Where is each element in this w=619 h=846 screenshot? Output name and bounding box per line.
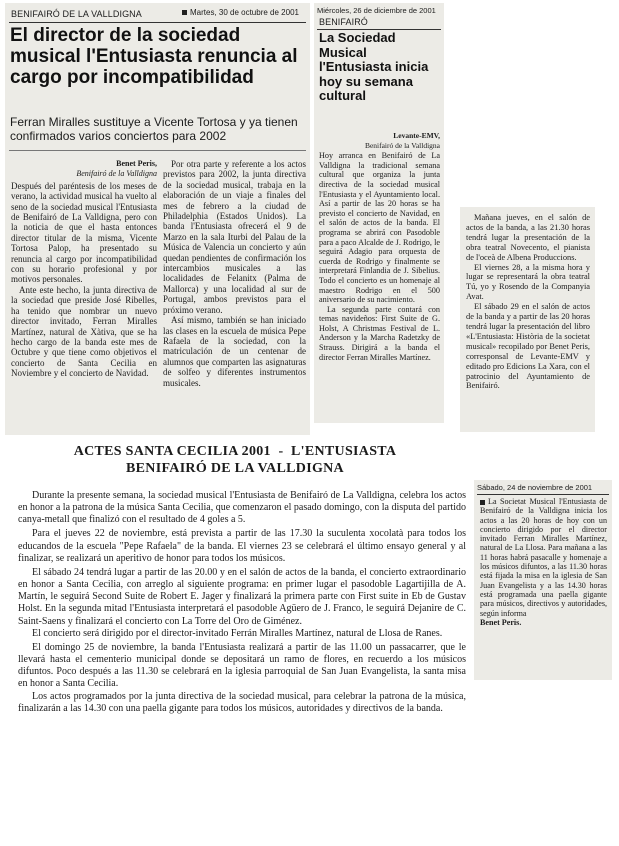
clipping-december [314, 3, 444, 423]
section-label: BENIFAIRÓ [319, 17, 368, 27]
date-label: Miércoles, 26 de diciembre de 2001 [317, 6, 436, 15]
paragraph: La Societat Musical l'Entusiasta de Benifairó de la Valldigna inicia los actos a las 20 horas de hoy con un concierto dirigido por el director invitado Ferran Miralles Martínez, natural de La Llosa. Para mañana a las 11 horas habrá pasacalle y homenaje a los músicos difuntos, a las 11.30 horas está fijada la misa en la iglesia de San Juan Evangelista y a las 14.30 horas está programada una paella gigante para músicos, directivos y autoridades, según informa [480, 497, 607, 618]
paragraph: El domingo 25 de noviembre, la banda l'Entusiasta realizará a partir de las 11.00 un passacarrer, que le llevará hasta el cementerio municipal donde se depositará un ramo de flores, en recuerdo a los músicos difuntos. Poco después a las 11.30 se celebrará en la iglesia parroquial de San Juan Evangelista, la santa misa en honor a Santa Cecilia. [18, 641, 466, 690]
clipping-continuation [460, 207, 595, 432]
paragraph: Por otra parte y referente a los actos previstos para 2002, la junta directiva de la sociedad musical, trabaja en la elaboración de un viaje a finales del mes de febrero a la ciudad de Philadelphia (Estados Unidos). La banda l'Entusiasta ofrecerá el 9 de Marzo en la sala Iturbi del Palau de la Música de Valencia un concierto y aún quedan pendientes de confirmación los intercambios musicales a las localidades de Felanitx (Palma de Mallorca) y una localidad al sur de Portugal, ambos previstos para el próximo verano. [163, 159, 306, 315]
divider [9, 22, 306, 23]
bullet-icon [480, 500, 485, 505]
clipping-october [5, 3, 310, 435]
paragraph: El sábado 29 en el salón de actos de la banda y a partir de las 20 horas tendrá lugar la presentación del libro «L'Entusiasta: Història de la societat musical» recopilado por Benet Peris, corresponsal de Levante-EMV y editado pro Edicions La Xara, con el patrocinio del Ayuntamiento de Benifairó. [466, 302, 590, 391]
bullet-icon [182, 10, 187, 15]
headline: La Sociedad Musical l'Entusiasta inicia hoy su semana cultural [319, 30, 429, 104]
paragraph: Después del paréntesis de los meses de verano, la actividad musical ha vuelto al seno de la sociedad musical l'Entusiasta de Benifairó de La Valldigna, pero con la noticia de que el hasta entonces director titular de la misma, Vicente Tortosa Palop, ha presentado su renuncia al cargo por incompatibilidad con su horario profesional y por motivos personales. [11, 180, 157, 285]
paragraph: Ante este hecho, la junta directiva de la sociedad que preside José Ribelles, ha tenido que nombrar un nuevo director invitado, Ferran Miralles Martínez, natural de Xàtiva, que se ha hecho cargo de la banda este mes de Octubre y que tiene como objetivos el concierto de Santa Cecilia en Noviembre y el concierto de Navidad. [11, 284, 157, 379]
column-2 [163, 159, 306, 388]
article-body [319, 131, 440, 362]
byline: Levante-EMV, [393, 131, 440, 140]
signature: Benet Peris. [480, 617, 522, 627]
clipping-november [474, 480, 612, 680]
title-line-1: ACTES SANTA CECILIA 2001 - L'ENTUSIASTA [73, 444, 397, 459]
headline: El director de la sociedad musical l'Entusiasta renuncia al cargo por incompatibilidad [10, 25, 298, 88]
main-article [18, 490, 466, 715]
date-label: Martes, 30 de octubre de 2001 [182, 8, 299, 17]
byline-place: Benifairó de la Valldigna [76, 169, 157, 179]
subheadline: Ferran Miralles sustituye a Vicente Tortosa y ya tienen confirmados varios conciertos para 2002 [10, 115, 298, 143]
paragraph: Los actos programados por la junta directiva de la sociedad musical, para celebrar la patrona de la música, finalizarán a las 14.30 con una paella gigante para todos los músicos, autoridades y directivos de la banda. [18, 690, 466, 714]
divider [477, 494, 609, 495]
main-title [20, 443, 450, 477]
article-body [480, 497, 607, 627]
paragraph: El sábado 24 tendrá lugar a partir de las 20.00 y en el salón de actos de la banda, el concierto extraordinario en honor a Santa Cecilia, con arreglo al siguiente programa: en primer lugar el pasodoble Lagartijilla de A. Martín, le seguirá Second Suite de Robert E. Jager y finalizará la primera parte con First suite in Eb de Gustav Holst. En la segunda mitad l'Entusiasta interpretará el pasodoble Agüero de J. Franco, le seguirá Dejanire de C. Saint-Saens y finalizará el concierto con La Torre del Oro de Giménez. [18, 566, 466, 627]
paragraph: Hoy arranca en Benifairó de La Valldigna la tradicional semana cultural que organiza la junta directiva de la sociedad musical l'Entusiasta y el Ayuntamiento local. Así a partir de las 20 horas se ha previsto el concierto de Navidad, en el salón de actos de la banda. El programa se abrirá con Pasodoble para a paco Alcalde de J. Rodrigo, le seguirá Adagio para orquesta de cuerda de Rodrigo y finalmente se interpretará Finlandia de J. Sibelius. Todo el concierto es un homenaje al maestro Rodrigo en el 500 aniversario de su nacimiento. [319, 151, 440, 305]
divider [9, 150, 306, 151]
paragraph: El concierto será dirigido por el director-invitado Ferrán Miralles Martínez, natural de Llosa de Ranes. [32, 627, 443, 639]
byline: Benet Peris, [116, 159, 157, 168]
section-label: BENIFAIRÓ DE LA VALLDIGNA [11, 9, 142, 19]
byline-place: Benifairó de la Valldigna [364, 140, 440, 150]
paragraph: Así mismo, también se han iniciado las clases en la escuela de música Pepe Rafaela de la sociedad, con la matriculación de un centenar de alumnos que comparten las asignaturas de solfeo y diferentes instrumentos musicales. [163, 315, 306, 388]
paragraph: El viernes 28, a la misma hora y lugar se representará la obra teatral Tú, yo y Rosendo de la Companyia Avat. [466, 262, 590, 302]
paragraph: Para el jueves 22 de noviembre, está prevista a partir de las 17.30 la suculenta xocolatà para todos los educandos de la escuela "Pepe Rafaela" de la banda. El viernes 23 se celebrará el último ensayo general y al finalizar, se realizará un aperitivo de honor para todos los músicos. [18, 528, 466, 564]
date-label: Sábado, 24 de noviembre de 2001 [477, 483, 593, 492]
paragraph: Mañana jueves, en el salón de actos de la banda, a las 21.30 horas tendrá lugar la presentación de la obra teatral Novecento, el pianista de l'oceà de Albena Produccions. [466, 213, 590, 262]
paragraph: La segunda parte contará con temas navideños: First Suite de G. Holst, A Christmas Festival de L. Anderson y la Marcha Radetzky de Strauss. Dirigirá a la banda el director Ferran Miralles Martínez. [319, 304, 440, 362]
column-1 [11, 159, 157, 379]
paragraph: Durante la presente semana, la sociedad musical l'Entusiasta de Benifairó de La Valldigna, celebra los actos en honor a la patrona de la música Santa Cecilia, que comenzaron el pasado domingo, con la disputa del partido canya-metall que finalizó con el resultado de 4 goles a 5. [18, 490, 466, 526]
article-body [466, 213, 590, 391]
title-line-2: BENIFAIRÓ DE LA VALLDIGNA [126, 461, 344, 476]
